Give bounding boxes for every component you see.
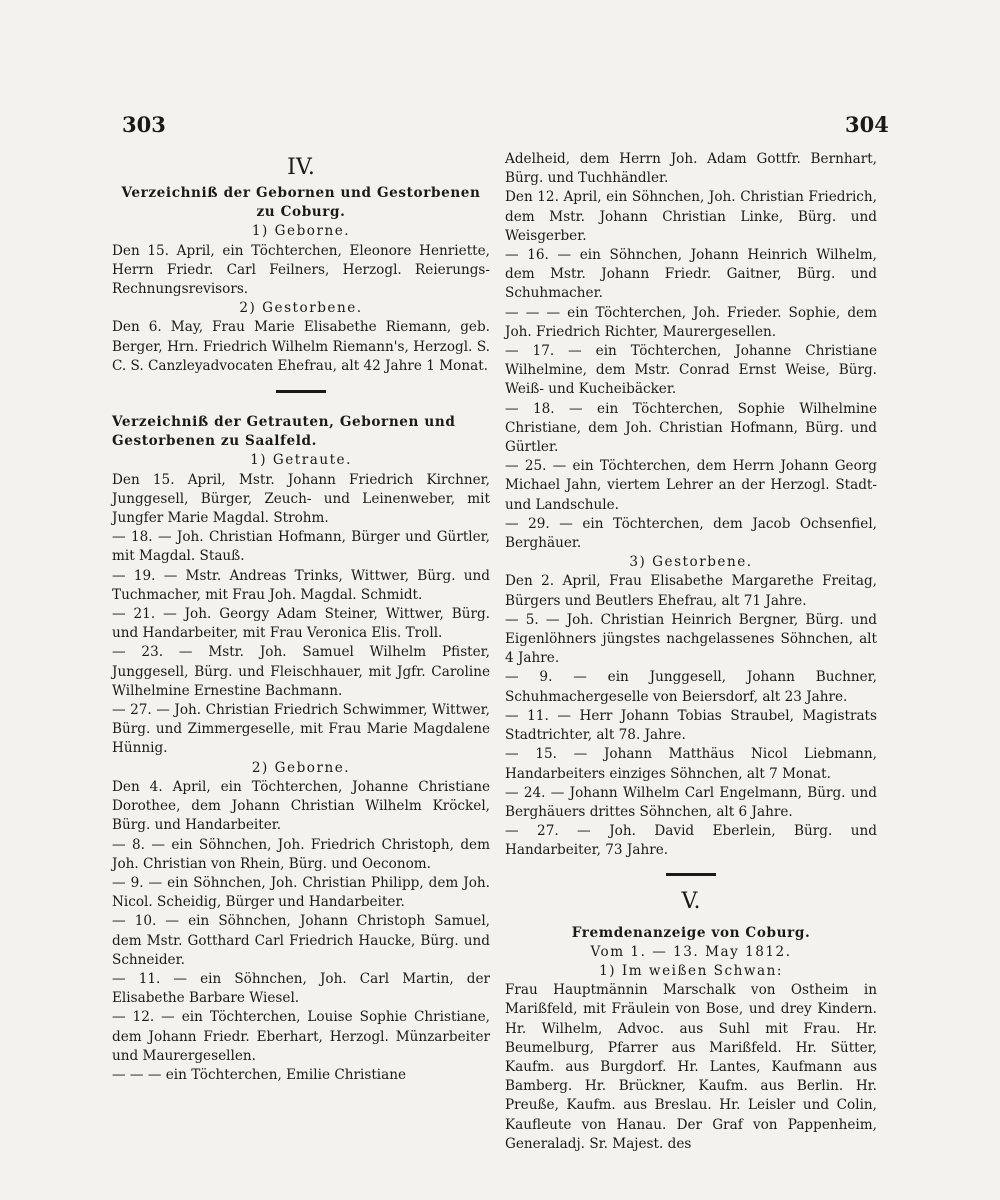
section-divider	[666, 873, 716, 876]
left-column	[112, 150, 490, 1085]
birth-entry: — 11. — ein Söhnchen, Joh. Carl Martin, der Elisabethe Barbare Wiesel.	[112, 970, 490, 1007]
marriage-entry: — 19. — Mstr. Andreas Trinks, Wittwer, Bürg. und Tuchmacher, mit Frau Joh. Magdal. Schmidt.	[112, 567, 490, 603]
fremden-dates: Vom 1. — 13. May 1812.	[590, 943, 792, 960]
coburg-births-heading: 1) Geborne.	[251, 223, 351, 240]
fremden-title: Fremdenanzeige von Coburg.	[571, 924, 811, 941]
section-number-v: V.	[681, 888, 701, 914]
birth-entry: Den 4. April, ein Töchterchen, Johanne Christiane Dorothee, dem Johann Christian Wilhelm Kröckel, Bürg. und Handarbeiter.	[112, 778, 490, 834]
saalfeld-births-heading: 2) Geborne.	[251, 759, 351, 776]
marriage-entry: Den 15. April, Mstr. Johann Friedrich Kirchner, Junggesell, Bürger, Zeuch- und Leinenweber, mit Jungfer Marie Magdal. Strohm.	[112, 471, 490, 527]
death-entry: — 11. — Herr Johann Tobias Straubel, Magistrats Stadtrichter, alt 78. Jahre.	[505, 707, 877, 744]
coburg-register-title: Verzeichniß der Gebornen und Gestorbenen zu Coburg.	[121, 185, 481, 221]
birth-entry: — 10. — ein Söhnchen, Johann Christoph Samuel, dem Mstr. Gotthard Carl Friedrich Haucke, Bürg. und Schneider.	[112, 913, 490, 968]
saalfeld-deaths-heading: 3) Gestorbene.	[629, 554, 753, 571]
birth-entry: — 9. — ein Söhnchen, Joh. Christian Philipp, dem Joh. Nicol. Scheidig, Bürger und Handarbeiter.	[112, 874, 490, 911]
birth-entry: — 12. — ein Töchterchen, Louise Sophie Christiane, dem Johann Friedr. Eberhart, Herzogl. Münzarbeiter und Maurergesellen.	[112, 1009, 490, 1064]
birth-entry: — 8. — ein Söhnchen, Joh. Friedrich Christoph, dem Joh. Christian von Rhein, Bürg. und Oeconom.	[112, 836, 490, 872]
birth-entry: — 16. — ein Söhnchen, Johann Heinrich Wilhelm, dem Mstr. Johann Friedr. Gaitner, Bürg. und Schuhmacher.	[505, 247, 877, 302]
death-entry: — 15. — Johann Matthäus Nicol Liebmann, Handarbeiters einziges Söhnchen, alt 7 Monat.	[505, 746, 877, 782]
death-entry: — 24. — Johann Wilhelm Carl Engelmann, Bürg. und Berghäuers drittes Söhnchen, alt 6 Jahre.	[505, 784, 877, 820]
section-number-iv: IV.	[287, 155, 315, 180]
death-entry: — 27. — Joh. David Eberlein, Bürg. und Handarbeiter, 73 Jahre.	[505, 823, 877, 859]
section-divider	[276, 390, 326, 393]
death-entry: Den 2. April, Frau Elisabethe Margarethe Freitag, Bürgers und Beutlers Ehefrau, alt 71 Jahre.	[505, 573, 877, 609]
birth-entry: — 29. — ein Töchterchen, dem Jacob Ochsenfiel, Berghäuer.	[505, 515, 877, 552]
marriage-entry: — 18. — Joh. Christian Hofmann, Bürger und Gürtler, mit Magdal. Stauß.	[112, 529, 490, 565]
page-number-left: 303	[122, 112, 166, 137]
birth-entry: — 25. — ein Töchterchen, dem Herrn Johann Georg Michael Jahn, viertem Lehrer an der Herzogl. Stadt- und Landschule.	[505, 458, 877, 513]
death-entry: — 9. — ein Junggesell, Johann Buchner, Schuhmachergeselle von Beiersdorf, alt 23 Jahre.	[505, 669, 877, 705]
birth-entry: — 17. — ein Töchterchen, Johanne Christiane Wilhelmine, dem Mstr. Conrad Ernst Weise, Bürg. Weiß- und Kucheibäcker.	[505, 343, 877, 398]
saalfeld-married-heading: 1) Getraute.	[250, 452, 352, 469]
right-column	[505, 150, 877, 1154]
saalfeld-register-title: Verzeichniß der Getrauten, Gebornen und Gestorbenen zu Saalfeld.	[112, 414, 456, 450]
fremden-text: Frau Hauptmännin Marschalk von Ostheim in Marißfeld, mit Fräulein von Bose, und drey Kindern. Hr. Wilhelm, Advoc. aus Suhl mit Frau. Hr. Beumelburg, Pfarrer aus Marißfeld. Hr. Sütter, Kaufm. aus Burgdorf. Hr. Lantes, Kaufmann aus Bamberg. Hr. Brückner, Kaufm. aus Berlin. Hr. Preuße, Kaufm. aus Breslau. Hr. Leisler und Colin, Kaufleute von Hanau. Der Graf von Pappenheim, Generaladj. Sr. Majest. des	[505, 982, 877, 1152]
marriage-entry: — 23. — Mstr. Joh. Samuel Wilhelm Pfister, Junggesell, Bürg. und Fleischhauer, mit Jgfr. Caroline Wilhelmine Ernestine Bachmann.	[112, 644, 490, 699]
birth-entry: Adelheid, dem Herrn Joh. Adam Gottfr. Bernhart, Bürg. und Tuchhändler.	[505, 151, 877, 187]
birth-entry: — — — ein Töchterchen, Joh. Frieder. Sophie, dem Joh. Friedrich Richter, Maurergesellen.	[505, 304, 877, 340]
marriage-entry: — 27. — Joh. Christian Friedrich Schwimmer, Wittwer, Bürg. und Zimmergeselle, mit Frau Marie Magdalene Hünnig.	[112, 702, 490, 757]
page-number-right: 304	[845, 112, 889, 137]
birth-entry: — 18. — ein Töchterchen, Sophie Wilhelmine Christiane, dem Joh. Christian Hofmann, Bürg. und Gürtler.	[505, 400, 877, 456]
coburg-death-entry: Den 6. May, Frau Marie Elisabethe Riemann, geb. Berger, Hrn. Friedrich Wilhelm Riemann's, Herzogl. S. C. S. Canzleyadvocaten Ehefrau, alt 42 Jahre 1 Monat.	[112, 319, 490, 374]
death-entry: — 5. — Joh. Christian Heinrich Bergner, Bürg. und Eigenlöhners jüngstes nachgelassenes Söhnchen, alt 4 Jahre.	[505, 611, 877, 667]
birth-entry: Den 12. April, ein Söhnchen, Joh. Christian Friedrich, dem Mstr. Johann Christian Linke, Bürg. und Weisgerber.	[505, 189, 877, 244]
coburg-birth-entry: Den 15. April, ein Töchterchen, Eleonore Henriette, Herrn Friedr. Carl Feilners, Herzogl. Reierungs-Rechnungsrevisors.	[112, 242, 490, 298]
coburg-deaths-heading: 2) Gestorbene.	[239, 300, 363, 317]
marriage-entry: — 21. — Joh. Georgy Adam Steiner, Wittwer, Bürg. und Handarbeiter, mit Frau Veronica Elis. Troll.	[112, 606, 490, 642]
fremden-subheading: 1) Im weißen Schwan:	[599, 962, 783, 979]
birth-entry: — — — ein Töchterchen, Emilie Christiane	[112, 1066, 407, 1083]
